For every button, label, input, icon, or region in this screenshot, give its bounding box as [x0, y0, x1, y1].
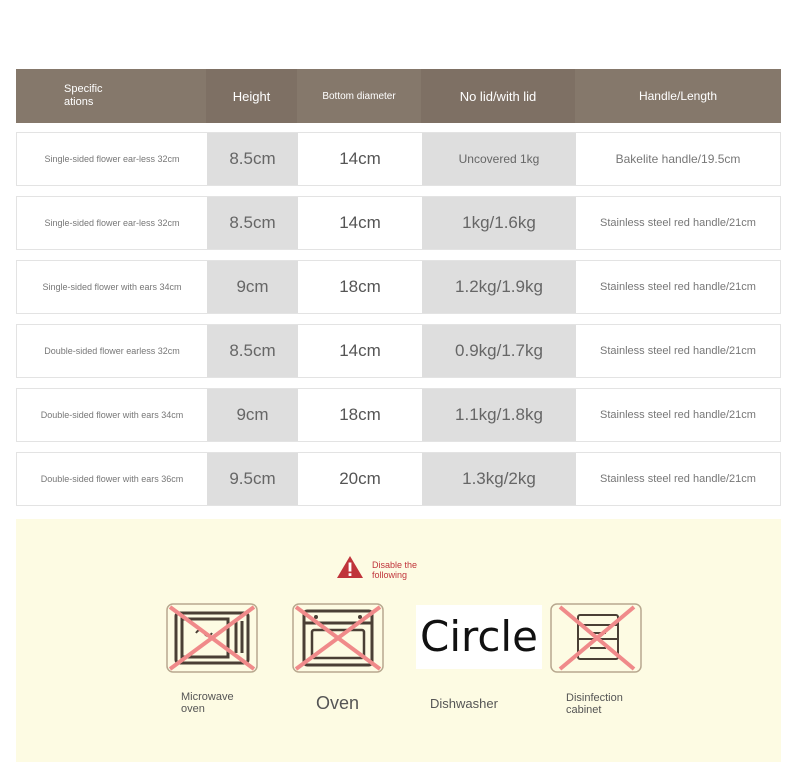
disable-panel: [16, 519, 781, 762]
table-row: [16, 324, 781, 378]
table-row: [16, 132, 781, 186]
cell-spec: Double-sided flower earless 32cm: [44, 346, 180, 356]
cell-weight: 1.1kg/1.8kg: [422, 389, 576, 441]
cell-handle: Stainless steel red handle/21cm: [600, 217, 756, 229]
disinfection-label: Disinfection cabinet: [566, 692, 623, 716]
oven-icon: [292, 603, 384, 673]
table-row: [16, 388, 781, 442]
cell-handle: Stainless steel red handle/21cm: [600, 345, 756, 357]
cell-handle: Stainless steel red handle/21cm: [600, 409, 756, 421]
cell-weight: 1.2kg/1.9kg: [422, 261, 576, 313]
cell-height: 8.5cm: [207, 133, 298, 185]
cell-diameter: 20cm: [339, 469, 381, 488]
dishwasher-label: Dishwasher: [430, 696, 498, 711]
cell-height: 8.5cm: [207, 325, 298, 377]
table-header: [16, 69, 781, 123]
oven-label: Oven: [316, 693, 360, 713]
microwave-icon: [166, 603, 258, 673]
cell-weight: 0.9kg/1.7kg: [422, 325, 576, 377]
header-height: Height: [206, 69, 297, 123]
cell-diameter: 18cm: [339, 277, 381, 296]
cell-weight: 1.3kg/2kg: [422, 453, 576, 505]
table-row: [16, 260, 781, 314]
spec-table: [16, 69, 781, 488]
header-lid-weight: No lid/with lid: [421, 69, 575, 123]
cell-weight: 1kg/1.6kg: [422, 197, 576, 249]
cell-height: 9.5cm: [207, 453, 298, 505]
circle-word: Circle: [416, 605, 542, 669]
microwave-label: Microwave oven: [181, 691, 234, 715]
header-specifications: Specific ations: [64, 83, 103, 108]
header-handle-length: Handle/Length: [638, 89, 718, 103]
cell-spec: Double-sided flower with ears 34cm: [40, 410, 184, 420]
warning-triangle-icon: [336, 555, 364, 584]
cell-diameter: 14cm: [339, 341, 381, 360]
header-bottom-diameter: Bottom diameter: [322, 90, 396, 102]
cell-height: 9cm: [207, 389, 298, 441]
cell-height: 8.5cm: [207, 197, 298, 249]
table-row: [16, 196, 781, 250]
warning-text: Disable the following: [372, 559, 418, 580]
cell-spec: Single-sided flower with ears 34cm: [42, 282, 182, 292]
cell-handle: Stainless steel red handle/21cm: [600, 473, 756, 485]
cell-spec: Single-sided flower ear-less 32cm: [44, 218, 180, 228]
cell-diameter: 14cm: [339, 149, 381, 168]
cell-handle: Bakelite handle/19.5cm: [615, 152, 741, 166]
cell-handle: Stainless steel red handle/21cm: [600, 281, 756, 293]
table-row: [16, 452, 781, 506]
cell-diameter: 18cm: [339, 405, 381, 424]
cell-height: 9cm: [207, 261, 298, 313]
cell-spec: Single-sided flower ear-less 32cm: [44, 154, 180, 164]
warning-row: [336, 555, 417, 584]
cell-weight: Uncovered 1kg: [422, 133, 576, 185]
disinfection-cabinet-icon: [550, 603, 642, 673]
cell-diameter: 14cm: [339, 213, 381, 232]
cell-spec: Double-sided flower with ears 36cm: [40, 474, 184, 484]
